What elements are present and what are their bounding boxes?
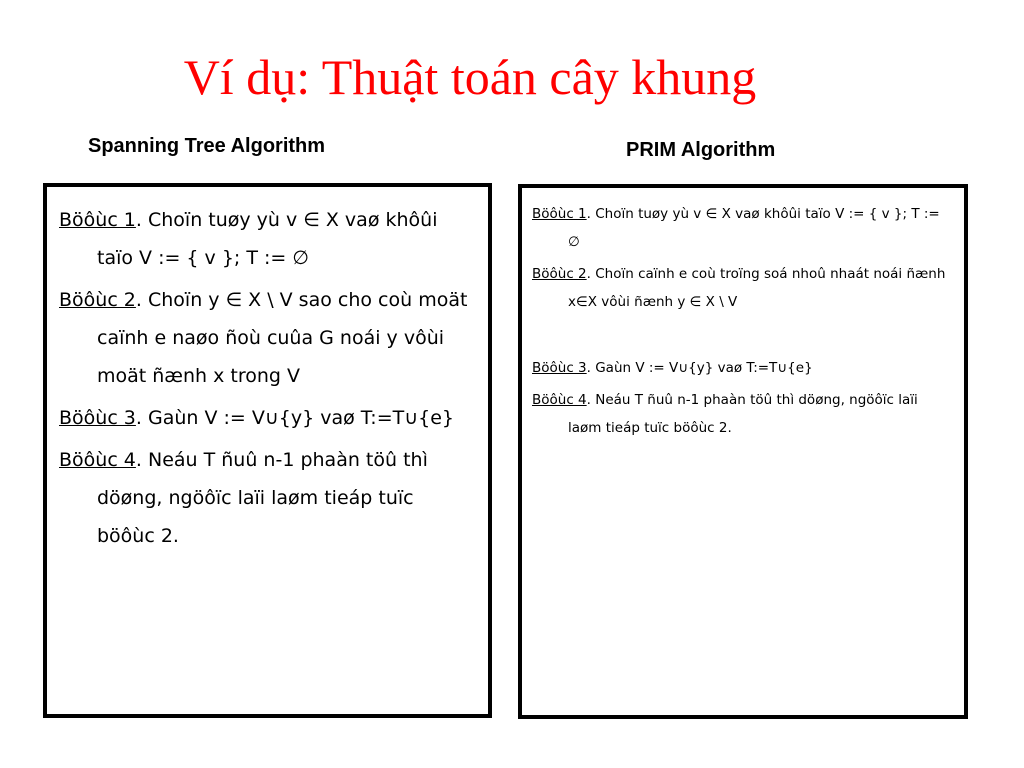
right-step-4-label: Böôùc 4	[532, 392, 587, 408]
left-step-2	[59, 281, 476, 395]
subtitle-spanning-tree: Spanning Tree Algorithm	[88, 135, 326, 157]
right-step-3-text: . Gaùn V := V∪{y} vaø T:=T∪{e}	[586, 360, 813, 376]
left-step-1-text: . Choïn tuøy yù v ∈ X vaø khôûi taïo V := { v }; T := ∅	[97, 209, 438, 269]
left-step-3-label: Böôùc 3	[59, 407, 136, 429]
spanning-tree-steps-box	[43, 183, 492, 718]
right-step-1	[532, 200, 954, 256]
subtitle-prim: PRIM Algorithm	[626, 139, 776, 161]
right-step-2	[532, 260, 954, 316]
left-step-1-label: Böôùc 1	[59, 209, 136, 231]
right-step-1-label: Böôùc 1	[532, 206, 587, 222]
left-step-4-text: . Neáu T ñuû n-1 phaàn töû thì döøng, ngöôïc laïi laøm tieáp tuïc böôùc 2.	[97, 449, 428, 547]
right-step-4	[532, 386, 954, 442]
right-step-3	[532, 354, 954, 382]
left-step-3-text: . Gaùn V := V∪{y} vaø T:=T∪{e}	[135, 407, 455, 429]
right-step-2-text: . Choïn caïnh e coù troïng soá nhoû nhaát noái ñænh x∈X vôùi ñænh y ∈ X \ V	[568, 266, 946, 310]
left-step-3	[59, 399, 476, 437]
prim-steps-box	[518, 184, 968, 719]
right-step-4-text: . Neáu T ñuû n-1 phaàn töû thì döøng, ngöôïc laïi laøm tieáp tuïc böôùc 2.	[568, 392, 918, 436]
slide-title: Ví dụ: Thuật toán cây khung	[183, 49, 757, 105]
right-step-3-label: Böôùc 3	[532, 360, 587, 376]
left-step-2-label: Böôùc 2	[59, 289, 136, 311]
left-step-4	[59, 441, 476, 555]
left-step-1	[59, 201, 476, 277]
right-step-1-text: . Choïn tuøy yù v ∈ X vaø khôûi taïo V := { v }; T := ∅	[568, 206, 940, 250]
left-step-2-text: . Choïn y ∈ X \ V sao cho coù moät caïnh e naøo ñoù cuûa G noái y vôùi moät ñænh x trong V	[97, 289, 468, 387]
right-step-2-label: Böôùc 2	[532, 266, 587, 282]
left-step-4-label: Böôùc 4	[59, 449, 136, 471]
